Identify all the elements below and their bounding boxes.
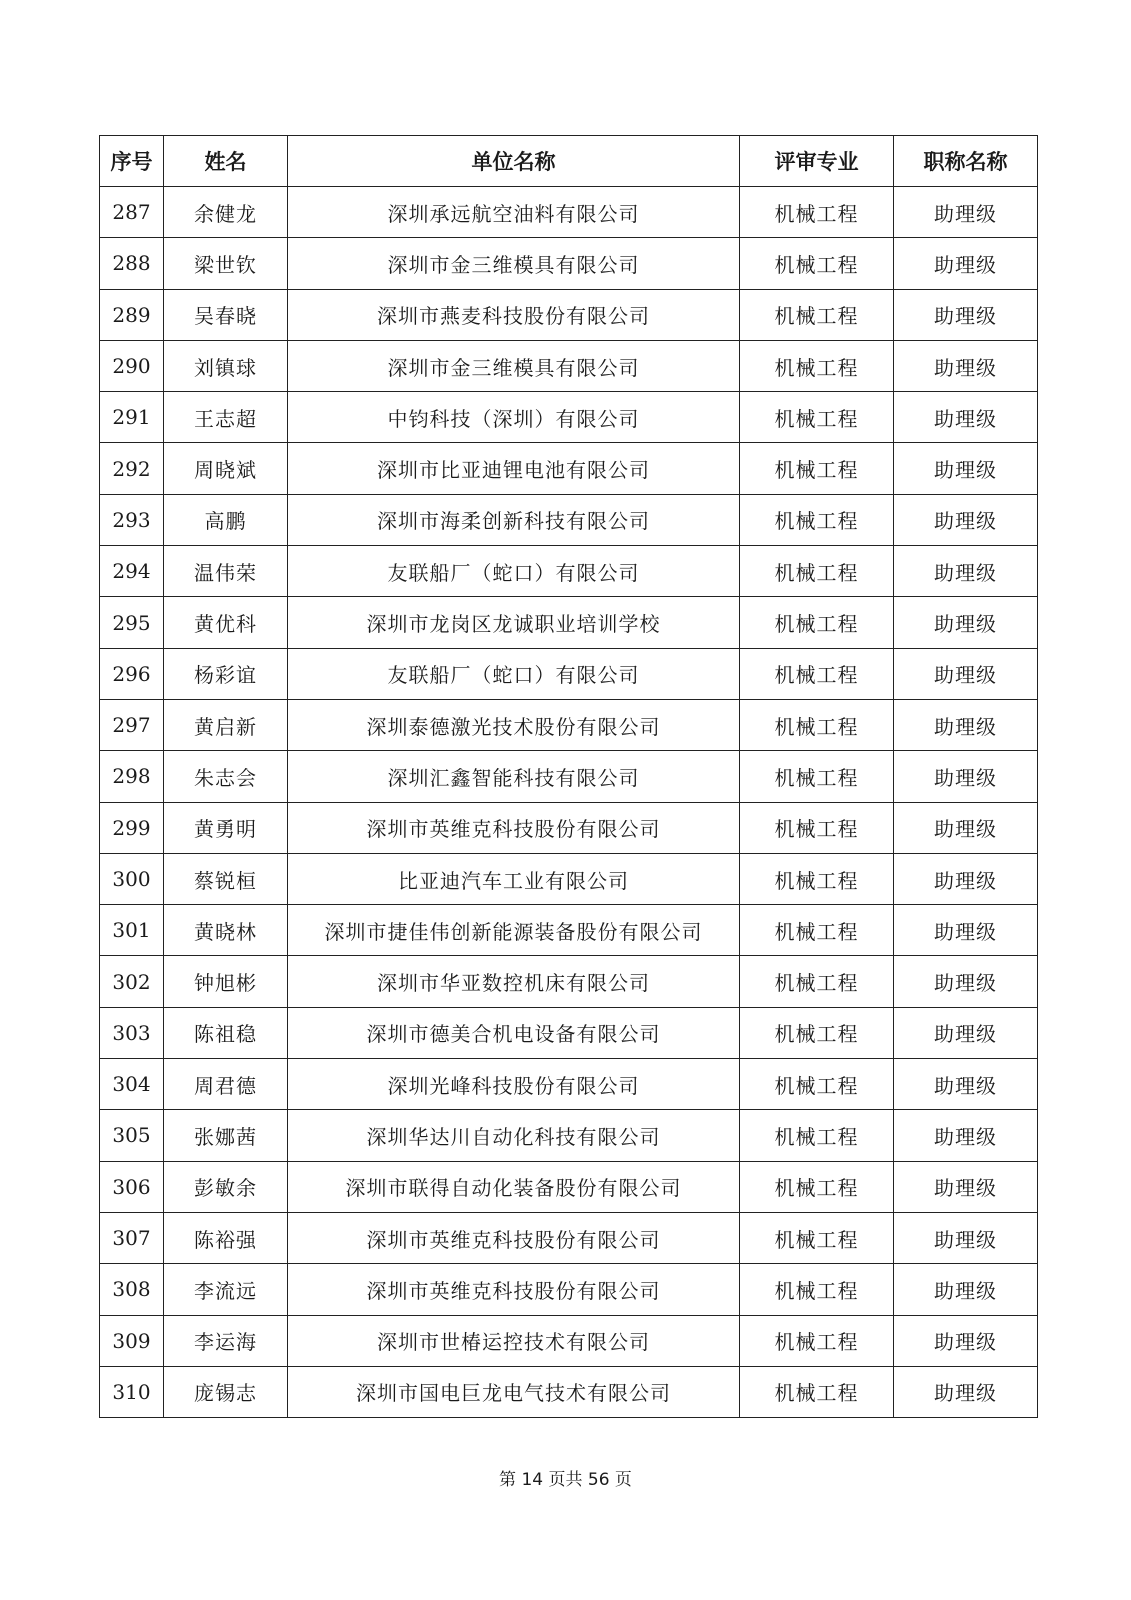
cell-unit: 深圳市国电巨龙电气技术有限公司 <box>288 1366 740 1417</box>
cell-name: 李流远 <box>164 1264 288 1315</box>
cell-specialty: 机械工程 <box>740 1366 894 1417</box>
cell-seq: 308 <box>100 1264 164 1315</box>
cell-unit: 深圳市英维克科技股份有限公司 <box>288 1212 740 1263</box>
cell-title: 助理级 <box>894 956 1038 1007</box>
table-row <box>100 751 1038 802</box>
table-row <box>100 699 1038 750</box>
cell-name: 余健龙 <box>164 187 288 238</box>
cell-specialty: 机械工程 <box>740 392 894 443</box>
table-row <box>100 905 1038 956</box>
cell-specialty: 机械工程 <box>740 1315 894 1366</box>
cell-seq: 297 <box>100 699 164 750</box>
cell-seq: 302 <box>100 956 164 1007</box>
cell-specialty: 机械工程 <box>740 1059 894 1110</box>
cell-title: 助理级 <box>894 699 1038 750</box>
cell-unit: 深圳华达川自动化科技有限公司 <box>288 1110 740 1161</box>
cell-unit: 深圳市英维克科技股份有限公司 <box>288 802 740 853</box>
cell-unit: 深圳市德美合机电设备有限公司 <box>288 1007 740 1058</box>
cell-seq: 305 <box>100 1110 164 1161</box>
cell-title: 助理级 <box>894 1264 1038 1315</box>
cell-name: 刘镇球 <box>164 340 288 391</box>
cell-title: 助理级 <box>894 187 1038 238</box>
roster-table <box>99 135 1038 1418</box>
cell-name: 杨彩谊 <box>164 648 288 699</box>
cell-title: 助理级 <box>894 1059 1038 1110</box>
cell-name: 彭敏余 <box>164 1161 288 1212</box>
cell-seq: 300 <box>100 853 164 904</box>
header-title: 职称名称 <box>894 136 1038 187</box>
cell-specialty: 机械工程 <box>740 1212 894 1263</box>
cell-unit: 深圳市捷佳伟创新能源装备股份有限公司 <box>288 905 740 956</box>
cell-title: 助理级 <box>894 802 1038 853</box>
page-footer: 第 14 页共 56 页 <box>499 1470 632 1490</box>
cell-unit: 深圳光峰科技股份有限公司 <box>288 1059 740 1110</box>
cell-unit: 比亚迪汽车工业有限公司 <box>288 853 740 904</box>
header-name: 姓名 <box>164 136 288 187</box>
cell-title: 助理级 <box>894 340 1038 391</box>
cell-unit: 深圳市海柔创新科技有限公司 <box>288 494 740 545</box>
cell-title: 助理级 <box>894 1007 1038 1058</box>
cell-title: 助理级 <box>894 1110 1038 1161</box>
cell-name: 黄优科 <box>164 597 288 648</box>
cell-seq: 295 <box>100 597 164 648</box>
cell-name: 庞锡志 <box>164 1366 288 1417</box>
cell-specialty: 机械工程 <box>740 1264 894 1315</box>
cell-unit: 中钧科技（深圳）有限公司 <box>288 392 740 443</box>
header-seq: 序号 <box>100 136 164 187</box>
cell-specialty: 机械工程 <box>740 1007 894 1058</box>
cell-name: 高鹏 <box>164 494 288 545</box>
table-row <box>100 597 1038 648</box>
table-row <box>100 187 1038 238</box>
cell-seq: 290 <box>100 340 164 391</box>
cell-unit: 深圳市龙岗区龙诚职业培训学校 <box>288 597 740 648</box>
cell-unit: 深圳市燕麦科技股份有限公司 <box>288 289 740 340</box>
cell-specialty: 机械工程 <box>740 1161 894 1212</box>
cell-name: 蔡锐桓 <box>164 853 288 904</box>
cell-seq: 303 <box>100 1007 164 1058</box>
table-row <box>100 1264 1038 1315</box>
cell-title: 助理级 <box>894 289 1038 340</box>
cell-name: 王志超 <box>164 392 288 443</box>
cell-title: 助理级 <box>894 1366 1038 1417</box>
cell-unit: 友联船厂（蛇口）有限公司 <box>288 648 740 699</box>
cell-unit: 深圳市金三维模具有限公司 <box>288 238 740 289</box>
cell-title: 助理级 <box>894 392 1038 443</box>
cell-seq: 292 <box>100 443 164 494</box>
cell-name: 陈祖稳 <box>164 1007 288 1058</box>
cell-specialty: 机械工程 <box>740 340 894 391</box>
table-row <box>100 1366 1038 1417</box>
table-row <box>100 1315 1038 1366</box>
table-row <box>100 1161 1038 1212</box>
cell-title: 助理级 <box>894 853 1038 904</box>
cell-specialty: 机械工程 <box>740 238 894 289</box>
cell-name: 周晓斌 <box>164 443 288 494</box>
cell-seq: 298 <box>100 751 164 802</box>
cell-name: 吴春晓 <box>164 289 288 340</box>
cell-specialty: 机械工程 <box>740 802 894 853</box>
header-specialty: 评审专业 <box>740 136 894 187</box>
cell-specialty: 机械工程 <box>740 289 894 340</box>
cell-seq: 293 <box>100 494 164 545</box>
cell-specialty: 机械工程 <box>740 648 894 699</box>
cell-title: 助理级 <box>894 751 1038 802</box>
cell-name: 李运海 <box>164 1315 288 1366</box>
cell-unit: 深圳市金三维模具有限公司 <box>288 340 740 391</box>
cell-specialty: 机械工程 <box>740 187 894 238</box>
cell-name: 温伟荣 <box>164 546 288 597</box>
cell-seq: 309 <box>100 1315 164 1366</box>
table-row <box>100 956 1038 1007</box>
cell-name: 黄启新 <box>164 699 288 750</box>
cell-specialty: 机械工程 <box>740 853 894 904</box>
cell-title: 助理级 <box>894 1315 1038 1366</box>
cell-seq: 294 <box>100 546 164 597</box>
table-row <box>100 648 1038 699</box>
cell-seq: 299 <box>100 802 164 853</box>
cell-name: 梁世钦 <box>164 238 288 289</box>
cell-name: 朱志会 <box>164 751 288 802</box>
cell-specialty: 机械工程 <box>740 546 894 597</box>
table-row <box>100 1007 1038 1058</box>
cell-title: 助理级 <box>894 238 1038 289</box>
cell-unit: 深圳市联得自动化装备股份有限公司 <box>288 1161 740 1212</box>
cell-unit: 深圳市华亚数控机床有限公司 <box>288 956 740 1007</box>
cell-title: 助理级 <box>894 546 1038 597</box>
cell-specialty: 机械工程 <box>740 699 894 750</box>
cell-seq: 296 <box>100 648 164 699</box>
cell-specialty: 机械工程 <box>740 494 894 545</box>
table-row <box>100 853 1038 904</box>
table-row <box>100 443 1038 494</box>
cell-title: 助理级 <box>894 494 1038 545</box>
cell-specialty: 机械工程 <box>740 956 894 1007</box>
cell-seq: 310 <box>100 1366 164 1417</box>
cell-seq: 301 <box>100 905 164 956</box>
cell-name: 钟旭彬 <box>164 956 288 1007</box>
cell-specialty: 机械工程 <box>740 1110 894 1161</box>
table-body <box>100 187 1038 1418</box>
cell-name: 周君德 <box>164 1059 288 1110</box>
table-row <box>100 340 1038 391</box>
cell-specialty: 机械工程 <box>740 905 894 956</box>
cell-unit: 深圳承远航空油料有限公司 <box>288 187 740 238</box>
cell-seq: 291 <box>100 392 164 443</box>
table-row <box>100 392 1038 443</box>
table-header-row <box>100 136 1038 187</box>
table-row <box>100 1059 1038 1110</box>
table-row <box>100 238 1038 289</box>
cell-title: 助理级 <box>894 905 1038 956</box>
cell-specialty: 机械工程 <box>740 597 894 648</box>
cell-unit: 友联船厂（蛇口）有限公司 <box>288 546 740 597</box>
cell-name: 陈裕强 <box>164 1212 288 1263</box>
cell-title: 助理级 <box>894 1212 1038 1263</box>
cell-name: 张娜茜 <box>164 1110 288 1161</box>
cell-unit: 深圳泰德激光技术股份有限公司 <box>288 699 740 750</box>
header-unit: 单位名称 <box>288 136 740 187</box>
cell-seq: 289 <box>100 289 164 340</box>
table-row <box>100 1110 1038 1161</box>
cell-title: 助理级 <box>894 1161 1038 1212</box>
table-row <box>100 289 1038 340</box>
cell-unit: 深圳市英维克科技股份有限公司 <box>288 1264 740 1315</box>
cell-name: 黄勇明 <box>164 802 288 853</box>
table-row <box>100 494 1038 545</box>
cell-seq: 287 <box>100 187 164 238</box>
table-row <box>100 1212 1038 1263</box>
cell-name: 黄晓林 <box>164 905 288 956</box>
cell-seq: 304 <box>100 1059 164 1110</box>
cell-unit: 深圳市比亚迪锂电池有限公司 <box>288 443 740 494</box>
cell-seq: 288 <box>100 238 164 289</box>
cell-unit: 深圳汇鑫智能科技有限公司 <box>288 751 740 802</box>
table-row <box>100 802 1038 853</box>
cell-seq: 306 <box>100 1161 164 1212</box>
cell-title: 助理级 <box>894 443 1038 494</box>
cell-title: 助理级 <box>894 597 1038 648</box>
cell-title: 助理级 <box>894 648 1038 699</box>
cell-seq: 307 <box>100 1212 164 1263</box>
cell-specialty: 机械工程 <box>740 443 894 494</box>
cell-specialty: 机械工程 <box>740 751 894 802</box>
cell-unit: 深圳市世椿运控技术有限公司 <box>288 1315 740 1366</box>
table-row <box>100 546 1038 597</box>
